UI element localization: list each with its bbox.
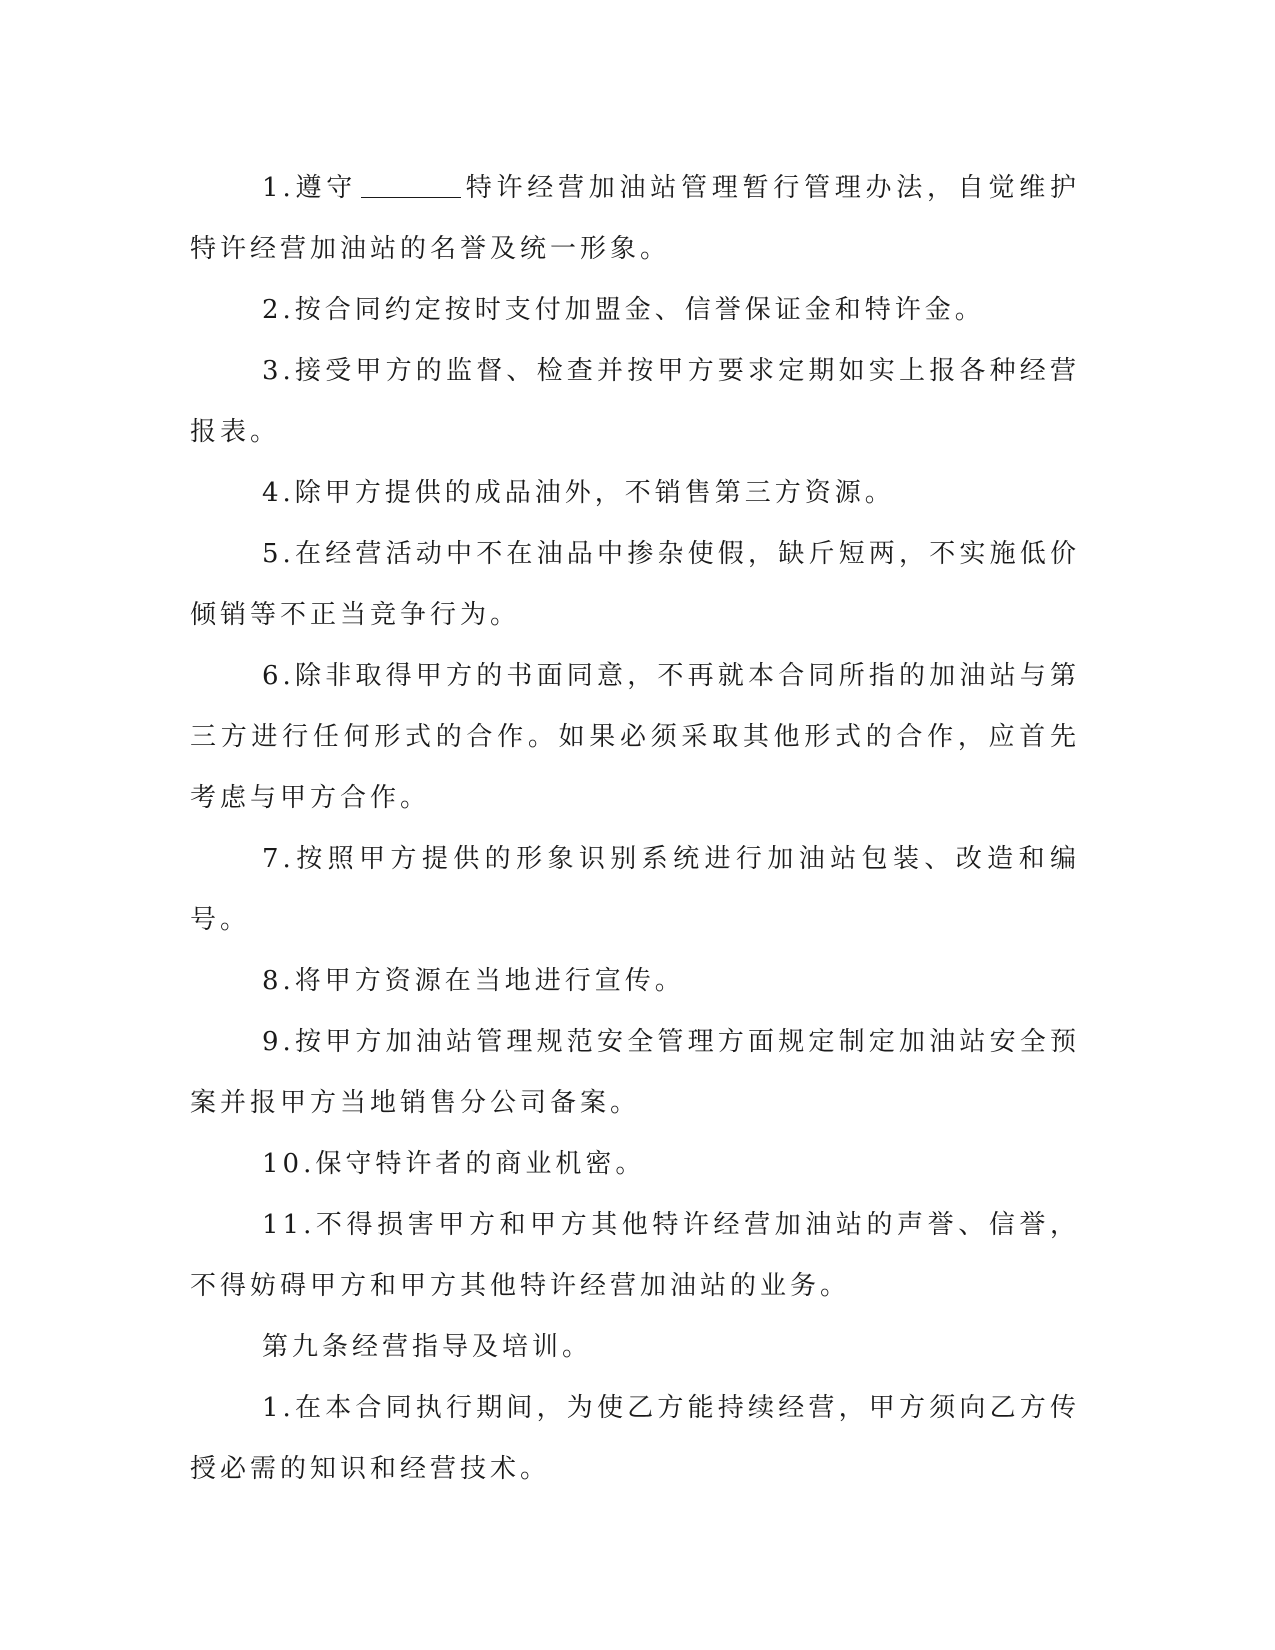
clause-8-promotion: 8.将甲方资源在当地进行宣传。 xyxy=(262,966,685,996)
clause-5-fair-competition: 5.在经营活动中不在油品中掺杂使假，缺斤短两，不实施低价倾销等不正当竞争行为。 xyxy=(190,539,1080,630)
clause-4-no-third-party: 4.除甲方提供的成品油外，不销售第三方资源。 xyxy=(262,478,895,508)
clause-1-observe-regulations xyxy=(190,158,1080,280)
clause-11-reputation: 11.不得损害甲方和甲方其他特许经营加油站的声誉、信誉，不得妨碍甲方和甲方其他特许经营加油站的业务。 xyxy=(190,1210,1080,1301)
clause-1-text-after-blank: 特许经营加油站管理暂行管理办法，自觉维护特许经营加油站的名誉及统一形象。 xyxy=(190,173,1080,264)
clause-2-payment: 2.按合同约定按时支付加盟金、信誉保证金和特许金。 xyxy=(262,295,985,325)
clause-9-safety-plan: 9.按甲方加油站管理规范安全管理方面规定制定加油站安全预案并报甲方当地销售分公司备案。 xyxy=(190,1027,1080,1118)
clause-6-cooperation: 6.除非取得甲方的书面同意，不再就本合同所指的加油站与第三方进行任何形式的合作。如果必须采取其他形式的合作，应首先考虑与甲方合作。 xyxy=(190,661,1080,813)
clause-7-identity-system: 7.按照甲方提供的形象识别系统进行加油站包装、改造和编号。 xyxy=(190,844,1080,935)
document-body xyxy=(190,158,1080,1500)
article-9-clause-1: 1.在本合同执行期间，为使乙方能持续经营，甲方须向乙方传授必需的知识和经营技术。 xyxy=(190,1393,1080,1484)
clause-1-text-before-blank: 1.遵守 xyxy=(262,173,358,203)
clause-10-confidentiality: 10.保守特许者的商业机密。 xyxy=(262,1149,646,1179)
fill-in-blank xyxy=(361,171,461,198)
article-9-heading: 第九条经营指导及培训。 xyxy=(262,1332,593,1362)
clause-3-supervision: 3.接受甲方的监督、检查并按甲方要求定期如实上报各种经营报表。 xyxy=(190,356,1080,447)
